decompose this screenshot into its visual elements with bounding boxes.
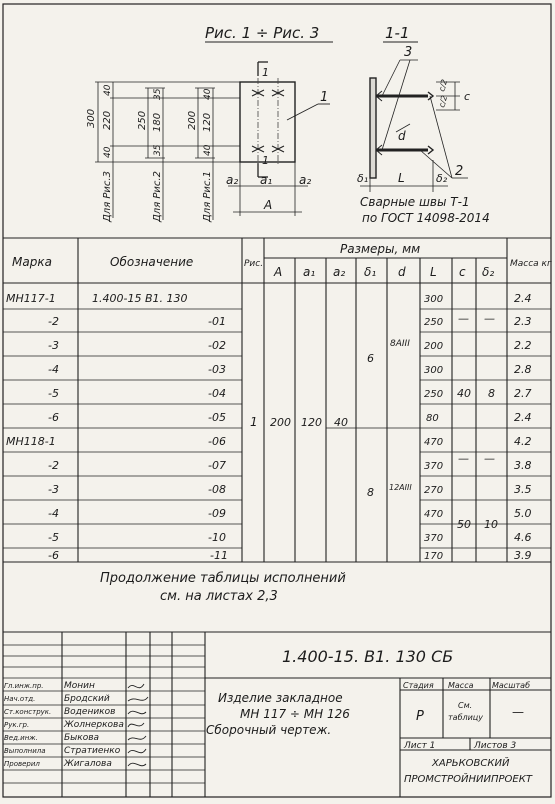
title-block — [3, 632, 551, 797]
row-L: 250 — [424, 317, 444, 328]
signature-role: Проверил — [4, 760, 40, 768]
subheader-c: c — [459, 265, 466, 279]
row-L: 470 — [424, 437, 444, 448]
subheader-a2: a₂ — [333, 265, 346, 279]
merged-delta2-top-dash: — — [484, 312, 495, 325]
plate-outline — [240, 82, 295, 162]
merged-delta2-mid: 8 — [488, 387, 495, 400]
signature-row — [4, 746, 146, 756]
continuation-line1: Продолжение таблицы исполнений — [100, 571, 346, 586]
callout-2: 2 — [455, 164, 464, 179]
table-row — [48, 483, 532, 496]
merged-a2: 40 — [334, 416, 348, 429]
merged-c-mid: 40 — [457, 387, 471, 400]
callout-3: 3 — [404, 45, 413, 60]
dim-delta2: δ₂ — [436, 172, 448, 185]
section-mark-top-label: 1 — [262, 66, 269, 79]
merged-a1: 120 — [301, 416, 322, 429]
dim-A: A — [264, 198, 273, 212]
table-row — [48, 531, 532, 544]
fig2-dim-top: 35 — [153, 88, 163, 100]
merged-delta2-bot: 10 — [484, 518, 498, 531]
row-mark: -6 — [48, 411, 59, 424]
continuation-line2: см. на листах 2,3 — [160, 589, 278, 604]
row-designation: -02 — [208, 339, 226, 352]
row-mark: -4 — [48, 363, 59, 376]
dim-c-half-bottom: c/2 — [437, 94, 450, 109]
table-row — [6, 435, 532, 448]
dim-a2-left: a₂ — [226, 173, 239, 187]
row-mark: -2 — [48, 315, 59, 328]
signature-name: Бродский — [64, 694, 110, 704]
row-designation: -06 — [208, 435, 226, 448]
row-L: 270 — [424, 485, 444, 496]
row-L: 250 — [424, 389, 444, 400]
row-designation: -11 — [210, 549, 228, 562]
fig1-dim-mid: 120 — [202, 112, 213, 132]
signature-row — [4, 759, 146, 769]
mass-value-line1: См. — [458, 701, 473, 710]
subheader-L: L — [430, 265, 437, 279]
row-mark: -4 — [48, 507, 59, 520]
section-title: 1-1 — [385, 24, 410, 42]
row-designation: -03 — [208, 363, 226, 376]
fig1-dim-bottom: 40 — [203, 144, 213, 156]
signature-scribble — [128, 763, 146, 766]
vertical-dim-chains — [95, 82, 240, 162]
signature-scribble — [128, 697, 148, 701]
row-mark: -5 — [48, 387, 59, 400]
dim-d: d — [398, 129, 406, 143]
scale-value: — — [512, 705, 524, 719]
header-sizes: Размеры, мм — [340, 242, 421, 256]
row-mark: -3 — [48, 339, 59, 352]
row-designation: -07 — [208, 459, 226, 472]
signature-role: Выполнила — [4, 747, 46, 755]
row-mark: МН117-1 — [6, 292, 56, 305]
item-title-line1: Изделие закладное — [218, 691, 343, 705]
signature-scribble — [128, 684, 144, 688]
weld-note-line2: по ГОСТ 14098-2014 — [362, 211, 490, 225]
row-mark: МН118-1 — [6, 435, 56, 448]
signature-row — [4, 707, 146, 717]
header-mass: Масса кг — [510, 259, 552, 269]
signature-role: Ст.конструк. — [4, 708, 52, 716]
dim-a2-right: a₂ — [299, 173, 312, 187]
row-mass: 2.3 — [514, 315, 532, 328]
merged-delta1-bottom: 8 — [367, 486, 374, 499]
fig3-dim-bottom: 40 — [103, 146, 113, 158]
row-mass: 2.2 — [514, 339, 532, 352]
org-line2: ПРОМСТРОЙНИИПРОЕКТ — [404, 774, 532, 785]
versions-table — [3, 238, 552, 562]
fig1-label: Для Рис.1 — [202, 171, 213, 222]
fig3-dim-top: 40 — [103, 84, 113, 96]
row-mass: 2.4 — [514, 411, 532, 424]
fig3-dim-overall: 300 — [86, 108, 97, 128]
row-mass: 3.9 — [514, 549, 532, 562]
fig2-dim-overall: 250 — [137, 110, 148, 130]
merged-delta1-top: 6 — [367, 352, 374, 365]
fig2-dim-bottom: 35 — [153, 144, 163, 156]
row-mark: -6 — [48, 549, 59, 562]
signature-name: Быкова — [64, 733, 100, 743]
merged-d-top: 8AIII — [390, 339, 410, 349]
row-L: 80 — [426, 413, 439, 424]
table-row — [48, 363, 532, 376]
header-mass-tb: Масса — [448, 681, 474, 690]
table-grid — [3, 238, 551, 562]
header-designation: Обозначение — [110, 255, 194, 269]
row-mass: 2.8 — [514, 363, 532, 376]
row-L: 300 — [424, 365, 444, 376]
mass-value-line2: таблицу — [448, 713, 483, 722]
row-mass: 4.6 — [514, 531, 532, 544]
sheets-label: Листов 3 — [474, 741, 517, 751]
row-designation: -01 — [208, 315, 226, 328]
table-row — [48, 549, 532, 562]
subheader-delta1: δ₁ — [364, 265, 377, 279]
header-fig: Рис. — [244, 259, 264, 269]
signature-name: Стратиенко — [64, 746, 121, 756]
doc-code: 1.400-15. В1. 130 СБ — [282, 647, 454, 666]
signature-row — [4, 681, 144, 691]
row-designation: 1.400-15 В1. 130 — [92, 292, 188, 305]
signature-role: Нач.отд. — [4, 695, 36, 703]
merged-c-bot-dash: — — [458, 452, 469, 465]
signature-role: Вед.инж. — [4, 734, 38, 742]
weld-note-line1: Сварные швы Т-1 — [360, 195, 470, 209]
merged-d-bottom: 12AIII — [389, 483, 412, 492]
row-L: 370 — [424, 461, 444, 472]
signature-name: Монин — [64, 681, 95, 691]
row-designation: -10 — [208, 531, 226, 544]
merged-delta2-bot-dash: — — [484, 452, 495, 465]
signature-name: Водеников — [64, 707, 116, 717]
row-L: 370 — [424, 533, 444, 544]
signature-role: Рук.гр. — [4, 721, 30, 729]
fig1-dim-overall: 200 — [187, 110, 198, 130]
dim-delta1: δ₁ — [357, 172, 369, 185]
row-L: 170 — [424, 551, 444, 562]
row-mass: 3.5 — [514, 483, 532, 496]
subheader-a1: a₁ — [303, 265, 316, 279]
item-title-line2: МН 117 ÷ МН 126 — [240, 707, 350, 721]
signature-role: Гл.инж.пр. — [4, 682, 44, 690]
row-designation: -05 — [208, 411, 226, 424]
header-scale: Масштаб — [492, 681, 531, 690]
header-mark: Марка — [12, 255, 52, 269]
subheader-d: d — [398, 265, 406, 279]
section-mark-bottom-label: 1 — [262, 154, 269, 167]
fig3-dim-mid: 220 — [102, 110, 113, 130]
merged-c-bot: 50 — [457, 518, 471, 531]
callout-1: 1 — [320, 90, 329, 105]
row-mass: 2.7 — [514, 387, 532, 400]
fig1-dim-top: 40 — [203, 88, 213, 100]
row-mass: 5.0 — [514, 507, 532, 520]
subheader-A: A — [274, 265, 283, 279]
dim-a1: a₁ — [260, 173, 273, 187]
stage-value: Р — [416, 709, 424, 724]
row-mark: -5 — [48, 531, 59, 544]
signature-scribble — [128, 736, 146, 740]
fig2-label: Для Рис.2 — [152, 171, 163, 222]
row-designation: -04 — [208, 387, 226, 400]
signature-name: Жолнеркова — [64, 720, 124, 730]
anchor-marks — [252, 90, 284, 152]
row-mass: 4.2 — [514, 435, 532, 448]
row-mark: -3 — [48, 483, 59, 496]
row-L: 200 — [424, 341, 444, 352]
fig-label-leaders — [113, 158, 213, 220]
dim-L: L — [398, 171, 405, 185]
signature-scribble — [128, 749, 146, 753]
merged-A: 200 — [270, 416, 291, 429]
figure-area — [86, 24, 490, 225]
signature-row — [4, 720, 144, 730]
signature-name: Жигалова — [64, 759, 112, 769]
signature-scribble — [128, 723, 144, 727]
signature-scribble — [128, 711, 146, 714]
section-view — [360, 60, 471, 192]
row-L: 470 — [424, 509, 444, 520]
subheader-delta2: δ₂ — [482, 265, 495, 279]
org-line1: ХАРЬКОВСКИЙ — [432, 758, 510, 769]
main-figure-title: Рис. 1 ÷ Рис. 3 — [205, 24, 320, 42]
merged-fig: 1 — [250, 415, 258, 429]
merged-c-top-dash: — — [458, 312, 469, 325]
row-mark: -2 — [48, 459, 59, 472]
row-L: 300 — [424, 294, 444, 305]
row-mass: 3.8 — [514, 459, 532, 472]
row-designation: -08 — [208, 483, 226, 496]
table-row — [48, 339, 532, 352]
signature-row — [4, 733, 146, 743]
header-stage: Стадия — [403, 681, 434, 690]
dim-c-half-top: c/2 — [437, 78, 450, 93]
item-title-line3: Сборочный чертеж. — [206, 723, 332, 737]
row-designation: -09 — [208, 507, 226, 520]
row-mass: 2.4 — [514, 292, 532, 305]
fig3-label: Для Рис.3 — [102, 171, 113, 222]
table-row — [6, 292, 532, 305]
sheet-label: Лист 1 — [404, 741, 436, 751]
fig2-dim-mid: 180 — [152, 112, 163, 132]
dim-c: c — [464, 90, 471, 103]
